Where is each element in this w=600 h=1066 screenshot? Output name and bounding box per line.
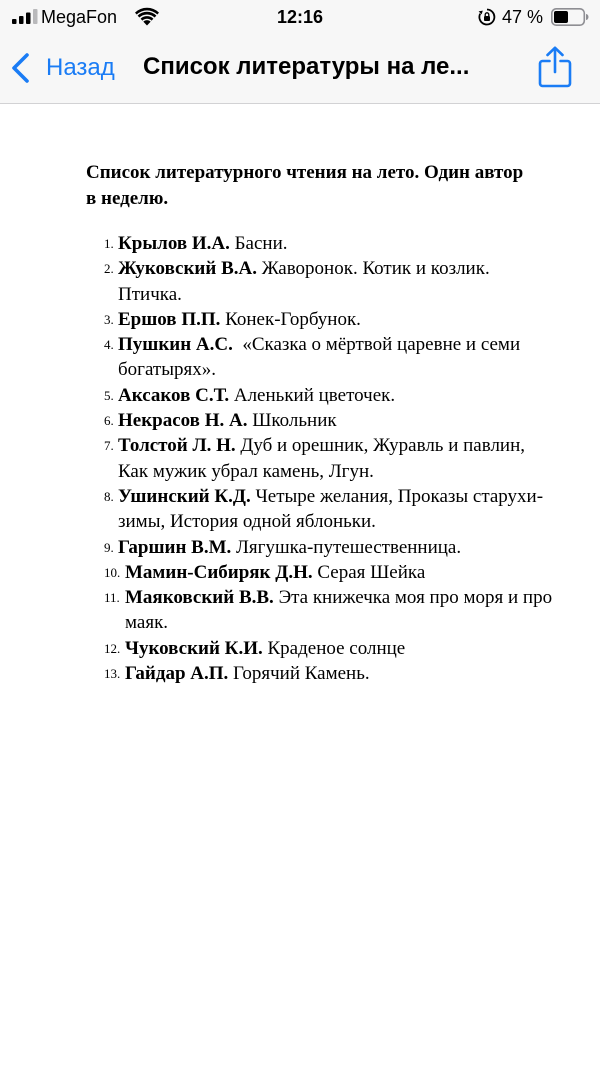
item-number: 7. [104,438,114,454]
item-number: 12. [104,640,121,656]
navigation-bar [0,36,600,102]
item-works: Аленький цветочек. [229,384,396,406]
item-number: 9. [104,539,114,555]
literature-list [104,231,564,686]
top-chrome [0,0,600,104]
list-item [104,636,564,661]
item-author: Чуковский К.И. [125,637,263,659]
item-author: Ершов П.П. [118,308,221,330]
item-number: 6. [104,413,114,429]
chevron-left-icon [10,53,32,83]
item-author: Гаршин В.М. [118,536,232,558]
list-item [104,332,564,383]
item-author: Аксаков С.Т. [118,384,230,406]
list-item [104,231,564,256]
item-works: Дуб и орешник, Журавль и павлин, Как мужик убрал камень, Лгун. [118,435,526,482]
item-author: Пушкин А.С. [118,334,233,356]
status-time: 12:16 [276,7,324,27]
item-number: 3. [104,311,114,327]
list-item [104,560,564,585]
item-author: Маяковский В.В. [125,587,274,609]
item-works: Лягушка-путешественница. [231,536,462,558]
item-works: Четыре желания, Проказы старухи-зимы, История одной яблоньки. [118,485,544,533]
item-author: Мамин-Сибиряк Д.Н. [125,561,313,583]
orientation-lock-icon [478,8,496,26]
item-works: «Сказка о мёртвой царевне и семи богатырях». [118,334,525,381]
status-bar [0,0,600,36]
item-number: 8. [104,488,114,504]
page-title: Список литературы на ле... [143,53,470,80]
item-number: 2. [104,261,114,277]
item-works: Серая Шейка [312,561,426,583]
item-number: 4. [104,337,114,353]
list-item [104,585,564,636]
item-number: 1. [104,236,114,251]
item-author: Гайдар А.П. [125,663,229,685]
item-number: 13. [104,666,121,682]
item-number: 5. [104,387,114,403]
battery-icon [551,8,589,26]
list-item [104,307,564,332]
item-works: Конек-Горбунок. [220,308,361,330]
document-view[interactable] [0,104,600,1066]
list-item [104,433,564,484]
back-button[interactable] [10,48,115,88]
item-author: Крылов И.А. [118,233,230,254]
carrier-name: MegaFon [41,7,118,27]
item-number: 10. [104,564,121,580]
item-works: Жаворонок. Котик и козлик. Птичка. [118,258,490,305]
item-number: 11. [104,590,120,606]
document-heading: Список литературного чтения на лето. Один автор в неделю. [86,162,524,209]
back-label: Назад [46,54,115,81]
share-icon[interactable] [538,46,572,88]
list-item [104,256,564,307]
item-works: Школьник [247,410,337,432]
list-item [104,408,564,433]
item-works: Эта книжечка моя про моря и про маяк. [125,587,553,634]
item-author: Некрасов Н. А. [118,410,248,432]
list-item [104,535,564,560]
list-item [104,484,564,535]
list-item [104,383,564,408]
item-author: Жуковский В.А. [118,258,257,280]
list-item [104,661,564,686]
item-works: Басни. [229,233,288,254]
item-works: Краденое солнце [262,637,406,659]
battery-percent: 47 % [502,7,544,27]
item-works: Горячий Камень. [228,663,370,685]
item-author: Толстой Л. Н. [118,435,236,457]
item-author: Ушинский К.Д. [118,485,251,507]
